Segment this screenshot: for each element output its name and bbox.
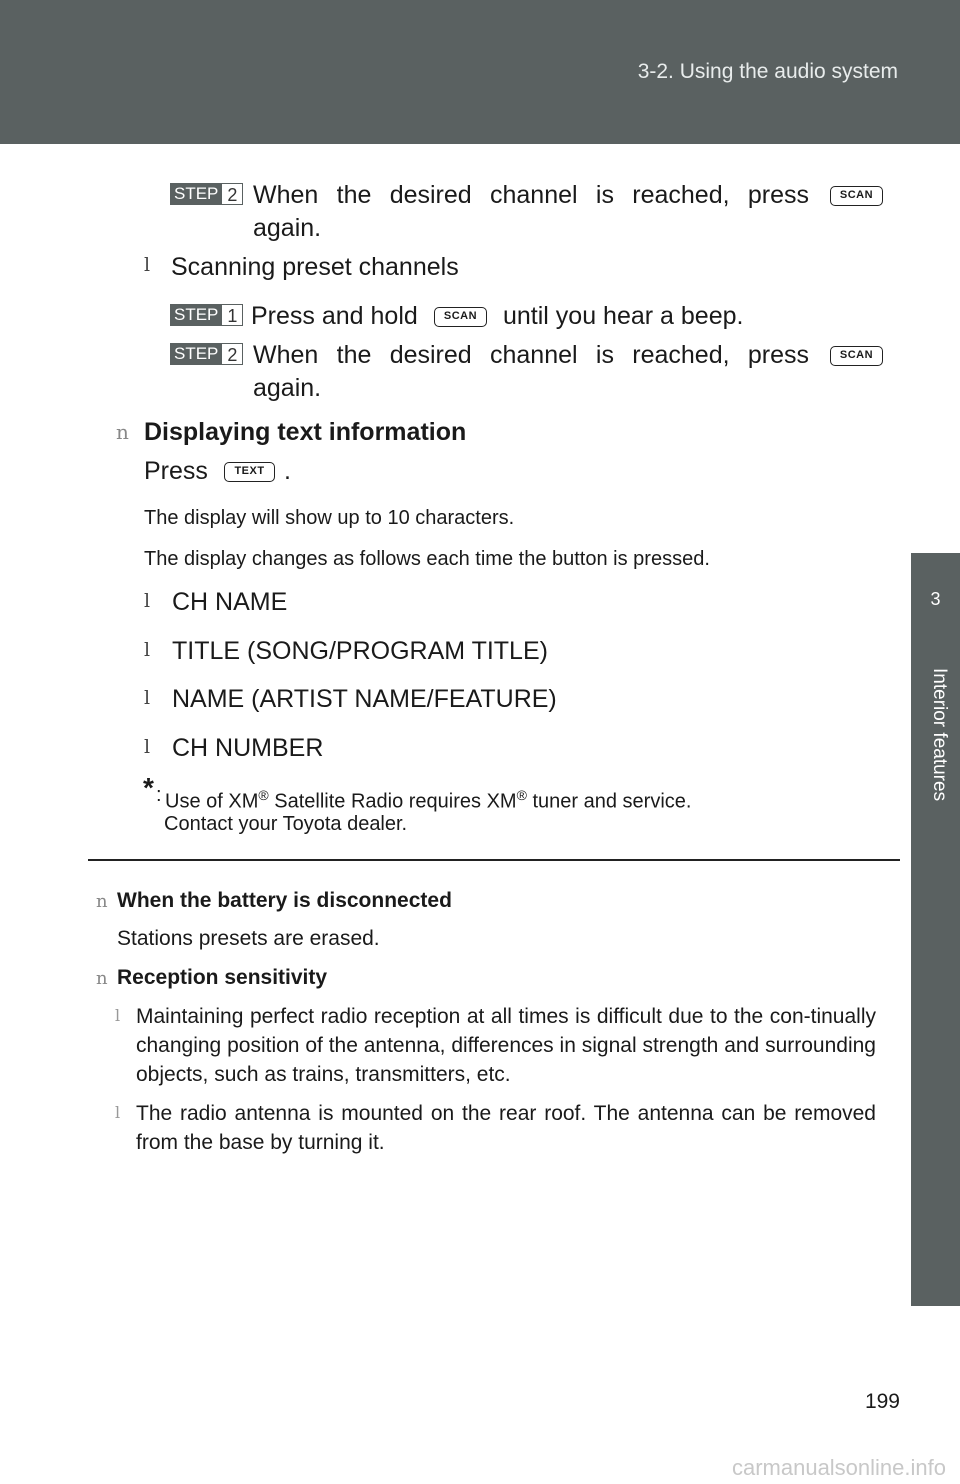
- battery-text: Stations presets are erased.: [117, 927, 380, 950]
- section-square-icon: n: [96, 891, 108, 912]
- section-divider: [88, 859, 900, 861]
- bullet-icon: l: [144, 254, 151, 276]
- step-1-badge: STEP 1: [170, 304, 243, 326]
- step-1-text-a: Press and hold: [251, 302, 418, 330]
- chapter-tab-number: 3: [911, 553, 960, 656]
- step-2-badge: STEP 2: [170, 343, 243, 365]
- section-square-icon: n: [96, 968, 108, 989]
- list-item: CH NUMBER: [172, 734, 324, 762]
- step-2-continuation: again.: [253, 214, 322, 242]
- list-item: NAME (ARTIST NAME/FEATURE): [172, 685, 557, 713]
- step-1-text-b: until you hear a beep.: [503, 302, 744, 330]
- footnote-line-2: Contact your Toyota dealer.: [164, 813, 408, 835]
- reception-heading: Reception sensitivity: [117, 966, 328, 989]
- bullet-icon: l: [144, 687, 151, 709]
- text-info-heading: Displaying text information: [144, 418, 467, 446]
- press-period: .: [284, 457, 291, 485]
- reception-item-1: Maintaining perfect radio reception at all times is difficult due to the con-tinually changing position of the antenna, differences in signal strength and surrounding objects, such as trains, transmitters, etc.: [136, 1005, 876, 1086]
- chapter-tab-label: Interior features: [929, 668, 950, 802]
- bullet-icon: l: [115, 1103, 121, 1122]
- step-2-continuation: again.: [253, 374, 322, 402]
- list-item: CH NAME: [172, 588, 288, 616]
- reception-item-2: The radio antenna is mounted on the rear roof. The antenna can be removed from the base by turning it.: [136, 1102, 876, 1154]
- scan-button-icon: SCAN: [830, 186, 883, 206]
- press-label: Press: [144, 457, 208, 485]
- display-change-note: The display changes as follows each time the button is pressed.: [144, 548, 710, 570]
- page-number: 199: [864, 1390, 900, 1413]
- list-item: TITLE (SONG/PROGRAM TITLE): [172, 637, 548, 665]
- scan-button-icon: SCAN: [434, 307, 487, 327]
- step-2-badge: STEP 2: [170, 183, 243, 205]
- scan-button-icon: SCAN: [830, 346, 883, 366]
- page-header: [0, 0, 960, 144]
- scanning-preset-heading: Scanning preset channels: [171, 253, 459, 281]
- footnote-line-1: Use of XM® Satellite Radio requires XM® tuner and service.: [165, 787, 692, 813]
- bullet-icon: l: [115, 1006, 121, 1025]
- display-chars-note: The display will show up to 10 characters.: [144, 507, 515, 529]
- text-button-icon: TEXT: [224, 462, 275, 482]
- footnote-asterisk: *: [143, 772, 154, 803]
- site-watermark: carmanualsonline.info: [731, 1455, 946, 1480]
- bullet-icon: l: [144, 590, 151, 612]
- bullet-icon: l: [144, 736, 151, 758]
- step-2-text: When the desired channel is reached, press: [253, 181, 809, 209]
- section-square-icon: n: [116, 420, 129, 444]
- step-2-text: When the desired channel is reached, press: [253, 341, 809, 369]
- section-title: 3-2. Using the audio system: [637, 60, 898, 83]
- footnote-colon: :: [156, 784, 162, 806]
- battery-heading: When the battery is disconnected: [117, 889, 452, 912]
- bullet-icon: l: [144, 639, 151, 661]
